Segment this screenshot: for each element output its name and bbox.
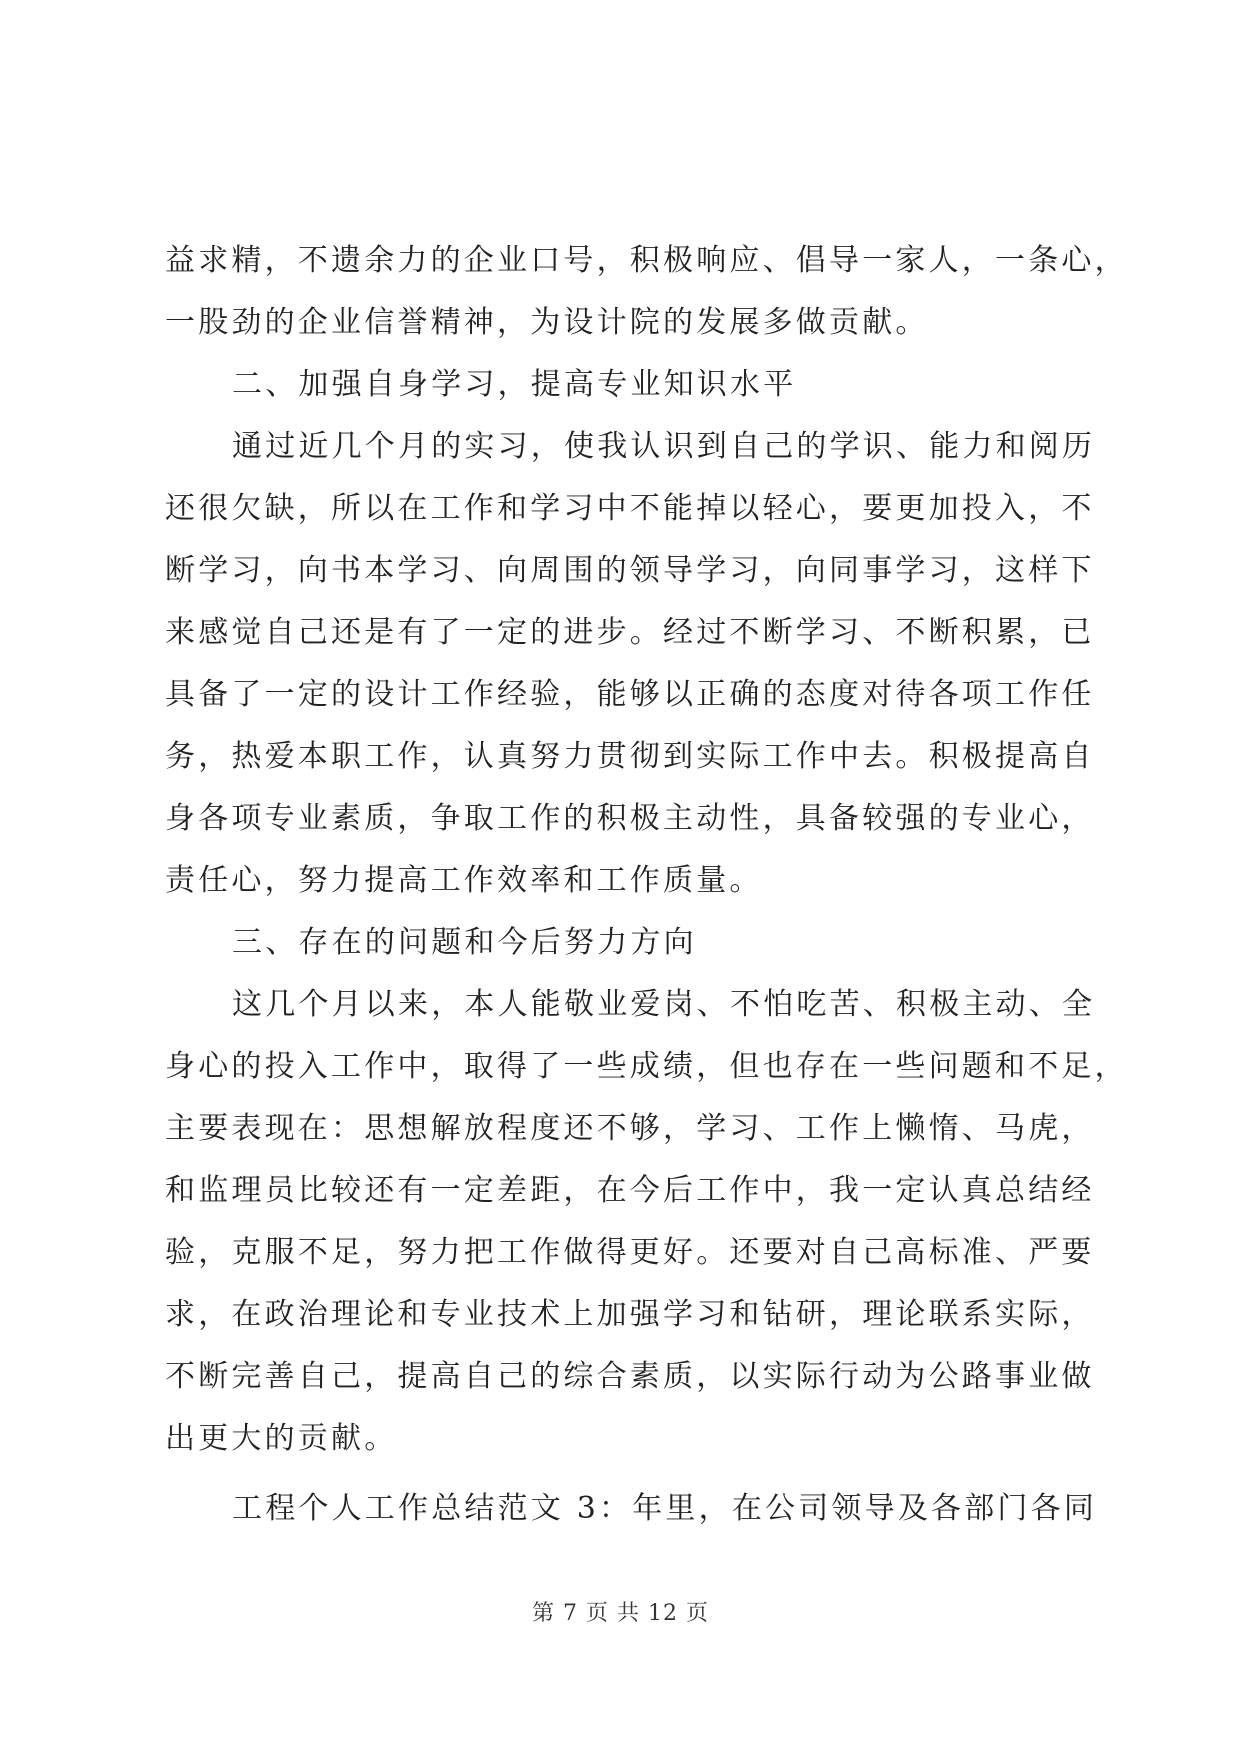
text-line-21: 工程个人工作总结范文 3：年里，在公司领导及各部门各同 <box>232 1491 1098 1526</box>
text-line-17: 验，克服不足，努力把工作做得更好。还要对自己高标准、严要 <box>165 1235 1095 1270</box>
text-line-8: 具备了一定的设计工作经验，能够以正确的态度对待各项工作任 <box>165 677 1095 712</box>
page-number-footer: 第 7 页 共 12 页 <box>532 1601 709 1626</box>
section-heading-2: 二、加强自身学习，提高专业知识水平 <box>232 367 797 402</box>
text-line-20: 出更大的贡献。 <box>165 1421 398 1456</box>
text-line-15: 主要表现在：思想解放程度还不够，学习、工作上懒惰、马虎， <box>165 1111 1095 1146</box>
text-line-6: 断学习，向书本学习、向周围的领导学习，向同事学习，这样下 <box>165 553 1095 588</box>
text-line-7: 来感觉自己还是有了一定的进步。经过不断学习、不断积累，已 <box>165 615 1095 650</box>
text-line-19: 不断完善自己，提高自己的综合素质，以实际行动为公路事业做 <box>165 1359 1095 1394</box>
text-line-16: 和监理员比较还有一定差距，在今后工作中，我一定认真总结经 <box>165 1173 1095 1208</box>
text-line-9: 务，热爱本职工作，认真努力贯彻到实际工作中去。积极提高自 <box>165 739 1095 774</box>
text-line-11: 责任心，努力提高工作效率和工作质量。 <box>165 863 763 898</box>
document-body <box>165 230 1128 1540</box>
text-line-10: 身各项专业素质，争取工作的积极主动性，具备较强的专业心， <box>165 801 1095 836</box>
text-line-13: 这几个月以来，本人能敬业爱岗、不怕吃苦、积极主动、全 <box>232 987 1096 1022</box>
text-line-4: 通过近几个月的实习，使我认识到自己的学识、能力和阅历 <box>232 429 1096 464</box>
text-line-2: 一股劲的企业信誉精神，为设计院的发展多做贡献。 <box>165 305 929 340</box>
text-line-14: 身心的投入工作中，取得了一些成绩，但也存在一些问题和不足， <box>165 1049 1128 1084</box>
text-line-18: 求，在政治理论和专业技术上加强学习和钻研，理论联系实际， <box>165 1297 1095 1332</box>
text-line-1: 益求精，不遗余力的企业口号，积极响应、倡导一家人，一条心， <box>165 243 1128 278</box>
section-heading-3: 三、存在的问题和今后努力方向 <box>232 925 697 960</box>
text-line-5: 还很欠缺，所以在工作和学习中不能掉以轻心，要更加投入，不 <box>165 491 1095 526</box>
